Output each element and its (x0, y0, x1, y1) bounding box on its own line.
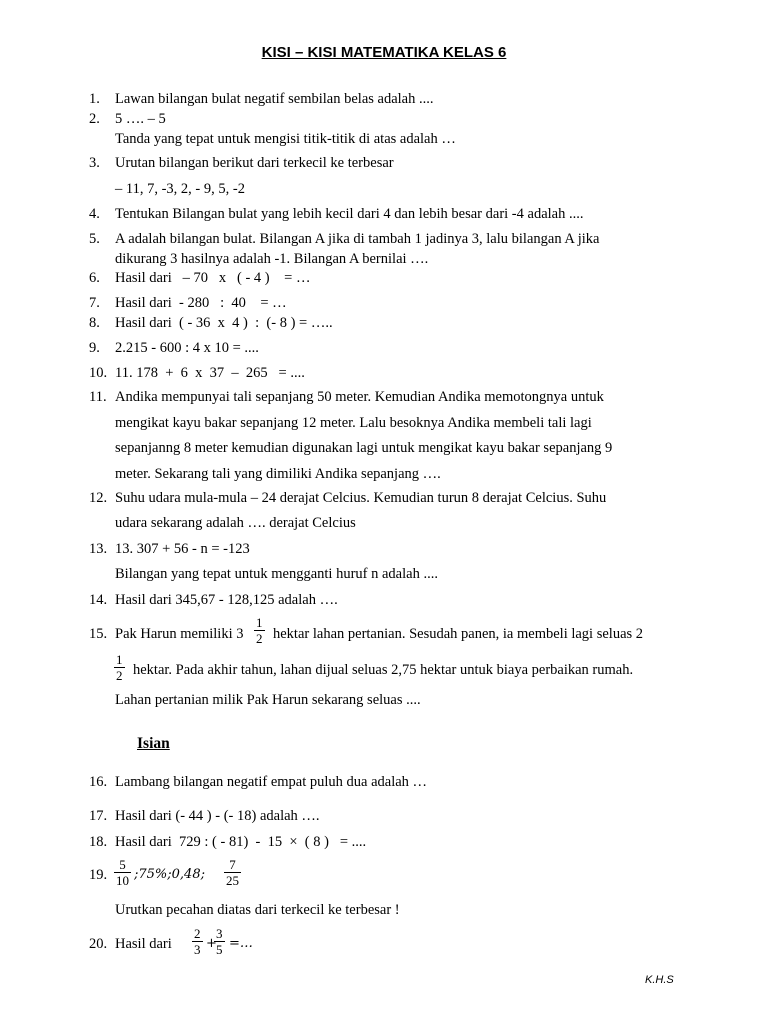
question-text: Hasil dari - 280 : 40 = … (115, 295, 287, 311)
question-text: Lawan bilangan bulat negatif sembilan belas adalah .... (115, 91, 434, 107)
fraction-one-half (254, 615, 265, 646)
question-text: 2.215 - 600 : 4 x 10 = .... (115, 340, 259, 356)
question-text: Hasil dari ( - 36 x 4 ) : (- 8 ) = ….. (115, 315, 333, 331)
question-text: Hasil dari (- 44 ) - (- 18) adalah …. (115, 808, 320, 824)
question-text: hektar. Pada akhir tahun, lahan dijual seluas 2,75 hektar untuk biaya perbaikan rumah. (133, 662, 634, 678)
question-number: 11. (89, 389, 107, 405)
fraction-denominator: 3 (194, 942, 201, 957)
question-number: 12. (89, 490, 108, 506)
fraction-numerator: 1 (116, 652, 123, 667)
question-text: Tanda yang tepat untuk mengisi titik-titik di atas adalah … (115, 131, 456, 147)
question-text: 13. 307 + 56 - n = -123 (115, 541, 250, 557)
fraction-denominator: 2 (256, 631, 263, 646)
fraction-numerator: 7 (229, 857, 236, 872)
question-number: 14. (89, 592, 108, 608)
question-number: 9. (89, 340, 100, 356)
fraction-denominator: 10 (116, 873, 129, 888)
fraction-two-thirds (192, 926, 203, 957)
question-number: 7. (89, 295, 100, 311)
question-number: 13. (89, 541, 108, 557)
equals-ellipsis: =… (229, 936, 253, 951)
question-text: Andika mempunyai tali sepanjang 50 meter. Kemudian Andika memotongnya untuk (115, 389, 604, 405)
question-number: 2. (89, 111, 100, 127)
question-number: 3. (89, 155, 100, 171)
fraction-five-tenths (114, 857, 131, 888)
question-text: – 11, 7, -3, 2, - 9, 5, -2 (115, 181, 245, 197)
question-text: Tentukan Bilangan bulat yang lebih kecil dari 4 dan lebih besar dari -4 adalah .... (115, 206, 584, 222)
question-text: 5 …. – 5 (115, 111, 166, 127)
question-text: Lambang bilangan negatif empat puluh dua adalah … (115, 774, 428, 790)
question-number: 8. (89, 315, 100, 331)
fraction-one-half (114, 652, 125, 683)
question-text: Lahan pertanian milik Pak Harun sekarang seluas .... (115, 692, 421, 708)
question-number: 20. (89, 936, 108, 952)
question-text: mengikat kayu bakar sepanjang 12 meter. Lalu besoknya Andika membeli tali lagi (115, 415, 592, 431)
fraction-numerator: 1 (256, 615, 263, 630)
question-number: 16. (89, 774, 108, 790)
question-text: 11. 178 + 6 x 37 – 265 = .... (115, 365, 305, 381)
question-number: 19. (89, 867, 108, 883)
fraction-numerator: 5 (119, 857, 126, 872)
question-text: sepanjanng 8 meter kemudian digunakan lagi untuk mengikat kayu bakar sepanjang 9 (115, 440, 613, 456)
question-text: meter. Sekarang tali yang dimiliki Andika sepanjang …. (115, 466, 441, 482)
question-number: 4. (89, 206, 100, 222)
document-title: KISI – KISI MATEMATIKA KELAS 6 (261, 44, 507, 61)
question-text: Hasil dari 345,67 - 128,125 adalah …. (115, 592, 338, 608)
question-number: 18. (89, 834, 108, 850)
number-list: ;75%;0,48; (134, 867, 205, 882)
question-text: Hasil dari (115, 936, 172, 952)
fraction-numerator: 2 (194, 926, 201, 941)
fraction-denominator: 5 (216, 942, 223, 957)
footer-initials: K.H.S (645, 974, 674, 986)
question-text: Pak Harun memiliki 3 (115, 626, 244, 642)
question-text: Hasil dari 729 : ( - 81) - 15 × ( 8 ) = .... (115, 834, 367, 850)
question-number: 10. (89, 365, 108, 381)
question-text: A adalah bilangan bulat. Bilangan A jika di tambah 1 jadinya 3, lalu bilangan A jika (115, 231, 600, 247)
section-heading-isian: Isian (137, 735, 170, 752)
question-number: 6. (89, 270, 100, 286)
fraction-denominator: 2 (116, 668, 123, 683)
question-text: hektar lahan pertanian. Sesudah panen, ia membeli lagi seluas 2 (273, 626, 644, 642)
fraction-three-fifths (214, 926, 225, 957)
question-number: 15. (89, 626, 108, 642)
question-text: Hasil dari – 70 x ( - 4 ) = … (115, 270, 311, 286)
question-text: dikurang 3 hasilnya adalah -1. Bilangan A bernilai …. (115, 251, 429, 267)
plus-operator: + (206, 936, 217, 951)
fraction-denominator: 25 (226, 873, 239, 888)
question-text: udara sekarang adalah …. derajat Celcius (115, 515, 356, 531)
question-number: 5. (89, 231, 100, 247)
question-number: 1. (89, 91, 100, 107)
question-text: Urutkan pecahan diatas dari terkecil ke terbesar ! (115, 902, 400, 918)
question-text: Bilangan yang tepat untuk mengganti huruf n adalah .... (115, 566, 438, 582)
question-text: Urutan bilangan berikut dari terkecil ke terbesar (115, 155, 394, 171)
question-text: Suhu udara mula-mula – 24 derajat Celcius. Kemudian turun 8 derajat Celcius. Suhu (115, 490, 607, 506)
question-number: 17. (89, 808, 108, 824)
fraction-seven-25ths (224, 857, 241, 888)
fraction-numerator: 3 (216, 926, 223, 941)
